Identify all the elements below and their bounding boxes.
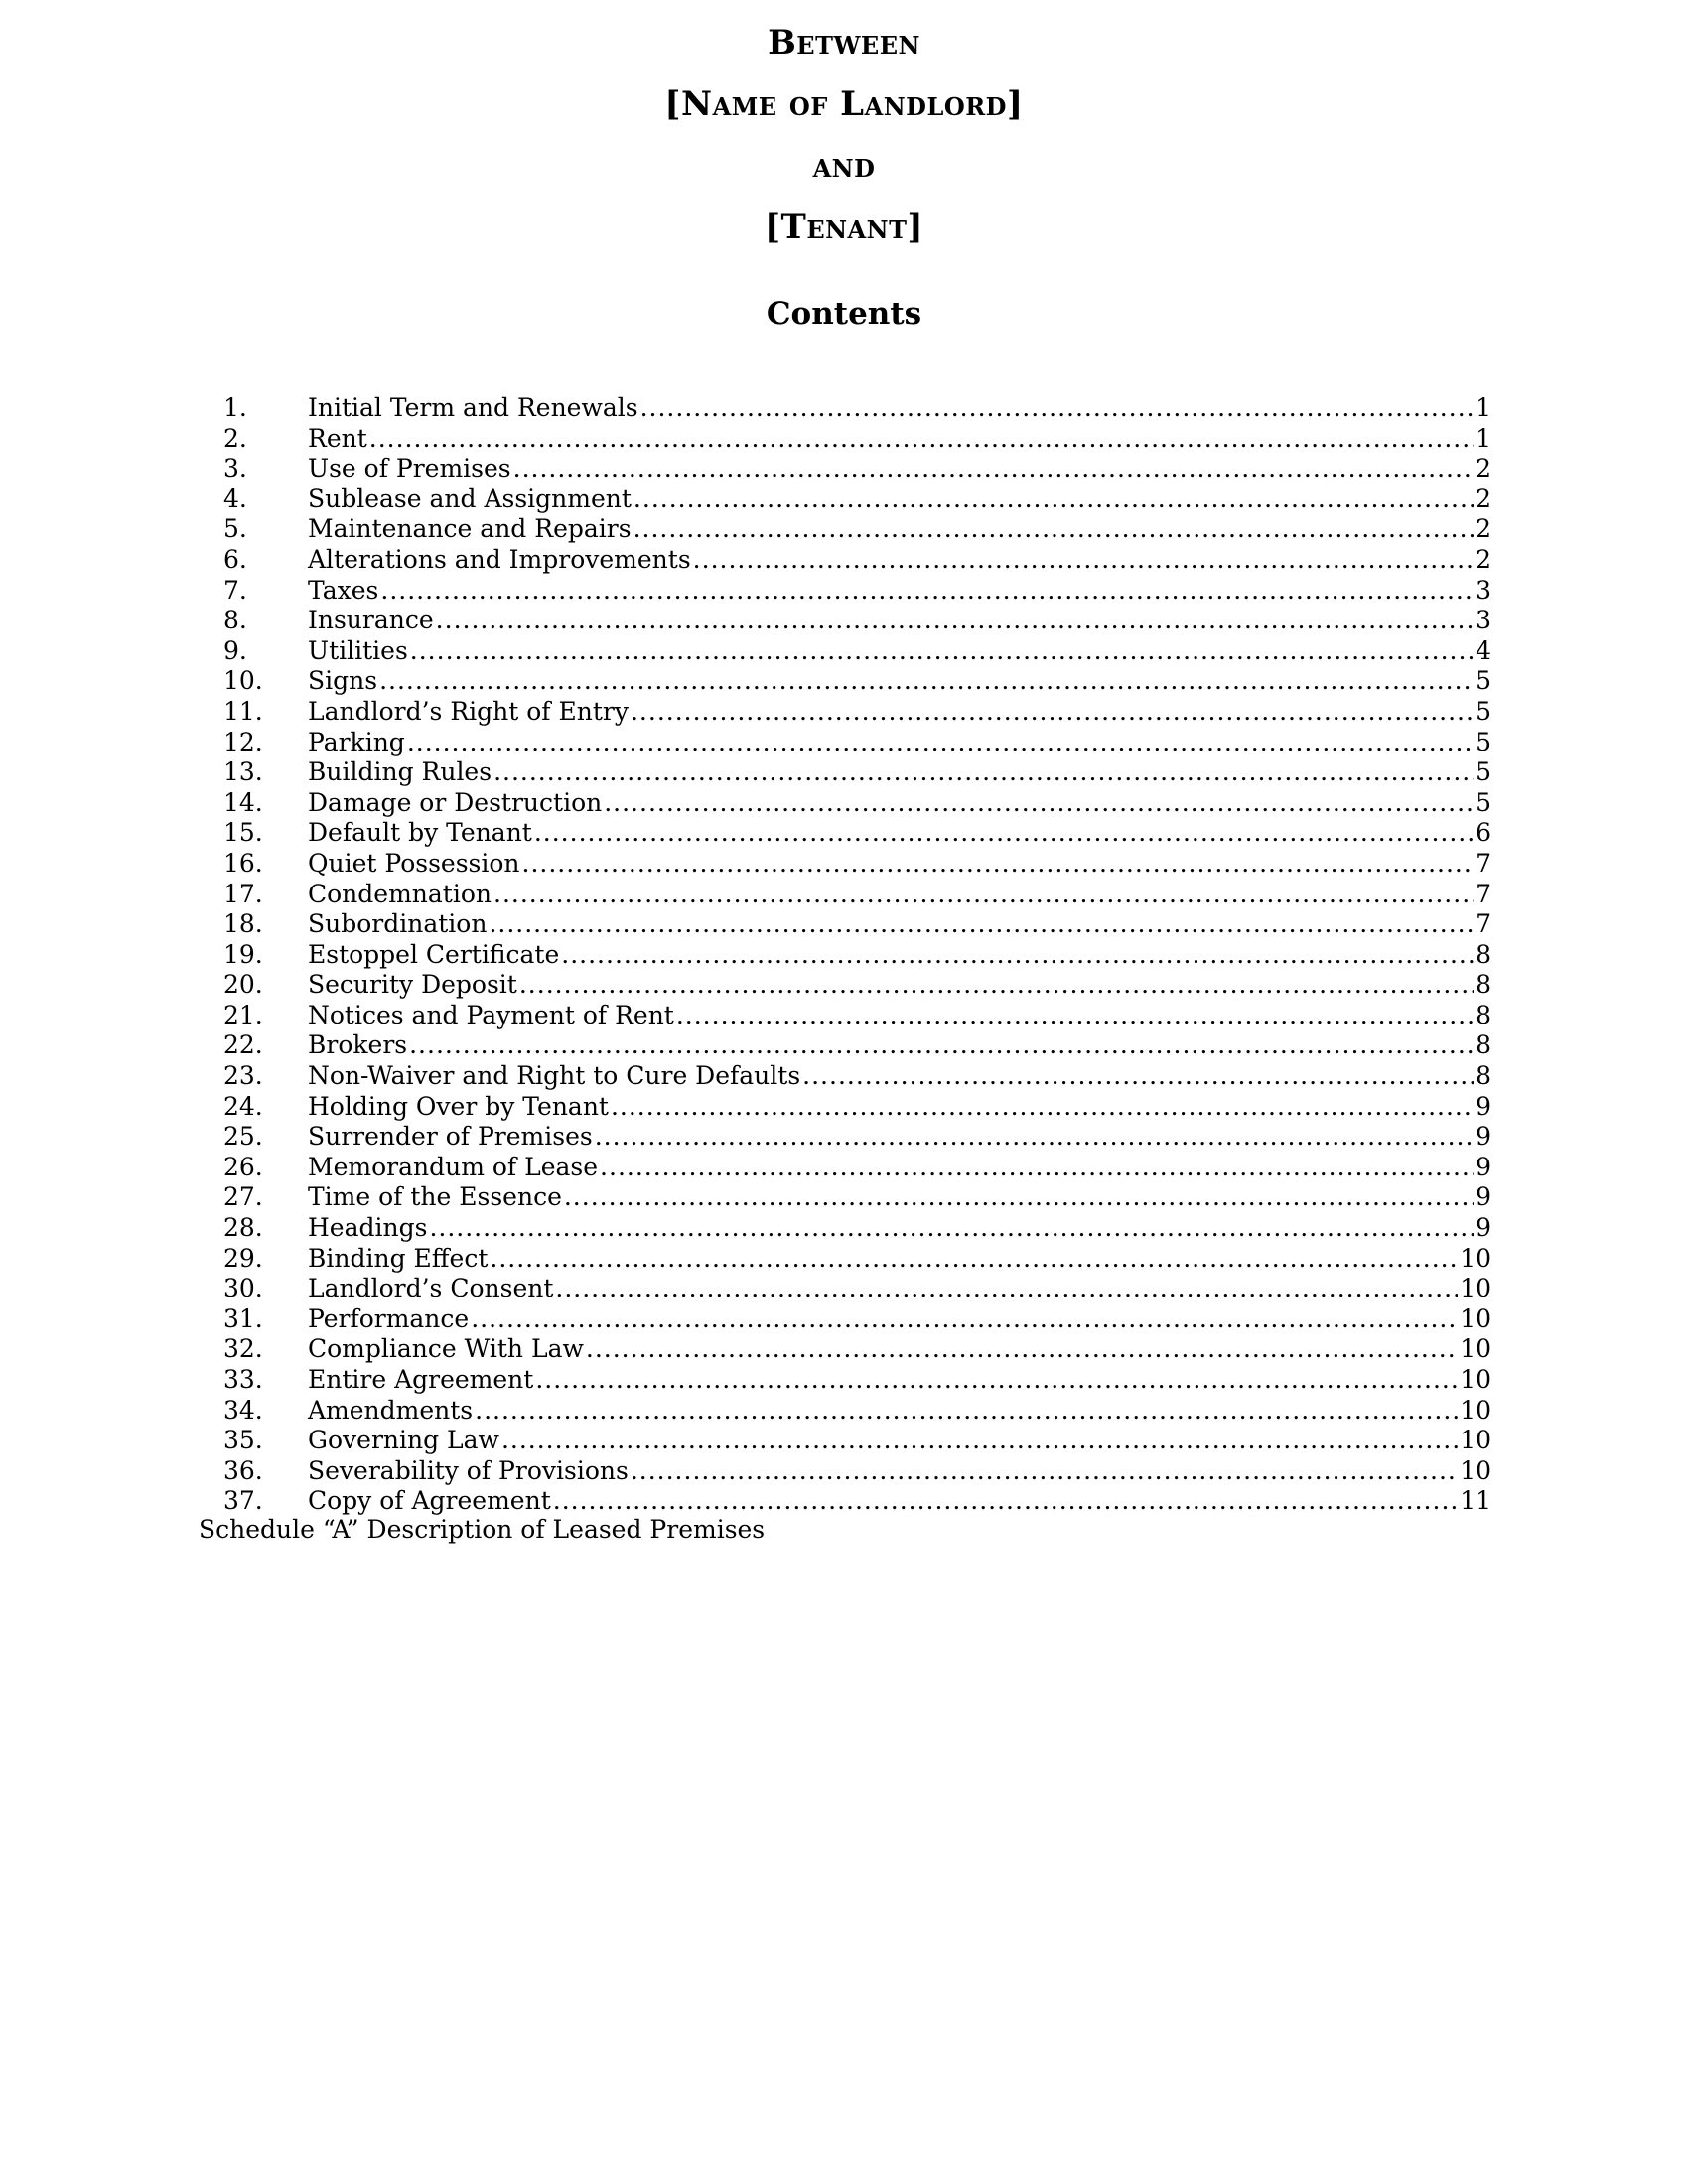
toc-dot-leader (555, 1274, 1458, 1304)
toc-entry-title: Entire Agreement (308, 1365, 534, 1394)
toc-entry-page: 5 (1476, 787, 1491, 817)
toc-entry-number: 30. (223, 1274, 263, 1303)
toc-entry-title: Utilities (308, 635, 408, 665)
toc-entry-page: 10 (1460, 1455, 1491, 1485)
toc-entry[interactable] (199, 576, 1491, 607)
toc-entry-page: 10 (1460, 1243, 1491, 1273)
toc-entry-page: 8 (1476, 939, 1491, 969)
toc-entry-page: 2 (1476, 454, 1491, 483)
toc-entry[interactable] (199, 1244, 1491, 1275)
toc-dot-leader (436, 606, 1474, 636)
toc-entry[interactable] (199, 1182, 1491, 1213)
toc-dot-leader (611, 1092, 1474, 1123)
toc-entry-page: 10 (1460, 1395, 1491, 1425)
toc-entry[interactable] (199, 1274, 1491, 1304)
toc-dot-leader (409, 1030, 1474, 1061)
toc-entry-title: Taxes (308, 575, 379, 605)
toc-dot-leader (490, 1244, 1458, 1275)
toc-dot-leader (564, 1182, 1474, 1213)
header-landlord-name: [Name of Landlord] (664, 84, 1024, 124)
toc-entry-title: Insurance (308, 606, 434, 635)
toc-entry-number: 13. (223, 757, 263, 787)
toc-entry[interactable] (199, 454, 1491, 484)
toc-entry-title: Holding Over by Tenant (308, 1091, 609, 1121)
toc-entry[interactable] (199, 1396, 1491, 1427)
toc-entry-number: 24. (223, 1091, 263, 1121)
toc-entry[interactable] (199, 849, 1491, 880)
toc-entry-title: Damage or Destruction (308, 787, 603, 817)
toc-dot-leader (501, 1426, 1458, 1456)
toc-entry-page: 7 (1476, 848, 1491, 878)
toc-entry[interactable] (199, 484, 1491, 515)
toc-entry-number: 23. (223, 1061, 263, 1091)
toc-entry-title: Non-Waiver and Right to Cure Defaults (308, 1061, 801, 1091)
toc-entry[interactable] (199, 393, 1491, 424)
toc-entry-title: Severability of Provisions (308, 1455, 629, 1485)
toc-dot-leader (522, 849, 1475, 880)
toc-dot-leader (369, 424, 1474, 455)
toc-entry[interactable] (199, 1456, 1491, 1487)
toc-entry-number: 19. (223, 939, 263, 969)
toc-entry-page: 8 (1476, 970, 1491, 1000)
toc-entry-page: 8 (1476, 1000, 1491, 1029)
toc-entry-page: 9 (1476, 1213, 1491, 1243)
toc-entry-title: Initial Term and Renewals (308, 393, 638, 422)
toc-entry-number: 28. (223, 1213, 263, 1243)
toc-entry-number: 36. (223, 1455, 263, 1485)
toc-entry[interactable] (199, 545, 1491, 576)
toc-entry[interactable] (199, 636, 1491, 667)
toc-entry-title: Headings (308, 1213, 428, 1243)
toc-dot-leader (493, 757, 1474, 788)
toc-entry-title: Time of the Essence (308, 1182, 562, 1212)
toc-dot-leader (429, 1213, 1474, 1244)
toc-entry-number: 21. (223, 1000, 263, 1029)
toc-entry-page: 10 (1460, 1365, 1491, 1394)
toc-entry-page: 10 (1460, 1303, 1491, 1333)
header-between: Between (768, 23, 920, 63)
toc-entry-page: 8 (1476, 1030, 1491, 1060)
toc-entry[interactable] (199, 1365, 1491, 1396)
toc-entry[interactable] (199, 880, 1491, 910)
toc-entry-number: 18. (223, 909, 263, 939)
toc-dot-leader (631, 1456, 1458, 1487)
toc-dot-leader (535, 1365, 1458, 1396)
toc-entry-page: 10 (1460, 1426, 1491, 1455)
toc-dot-leader (471, 1304, 1458, 1335)
toc-entry-title: Surrender of Premises (308, 1122, 593, 1152)
toc-entry-number: 7. (223, 575, 247, 605)
toc-entry-title: Security Deposit (308, 970, 517, 1000)
toc-entry-title: Memorandum of Lease (308, 1152, 599, 1181)
toc-dot-leader (475, 1396, 1458, 1427)
toc-entry-number: 37. (223, 1486, 263, 1516)
toc-entry-title: Signs (308, 666, 378, 696)
toc-entry-number: 33. (223, 1365, 263, 1394)
toc-dot-leader (519, 970, 1474, 1001)
toc-dot-leader (489, 909, 1474, 940)
toc-entry-title: Parking (308, 727, 405, 756)
toc-entry-number: 29. (223, 1243, 263, 1273)
toc-entry-page: 9 (1476, 1091, 1491, 1121)
toc-entry-page: 2 (1476, 544, 1491, 574)
toc-entry[interactable] (199, 424, 1491, 455)
toc-dot-leader (676, 1001, 1474, 1031)
toc-entry-page: 10 (1460, 1334, 1491, 1364)
toc-dot-leader (802, 1061, 1474, 1092)
toc-entry-title: Building Rules (308, 757, 492, 787)
toc-entry-page: 7 (1476, 909, 1491, 939)
toc-entry-number: 8. (223, 606, 247, 635)
toc-entry-title: Binding Effect (308, 1243, 489, 1273)
toc-entry[interactable] (199, 1061, 1491, 1092)
toc-entry[interactable] (199, 697, 1491, 728)
toc-entry-page: 1 (1476, 393, 1491, 422)
toc-entry-number: 32. (223, 1334, 263, 1364)
toc-dot-leader (631, 697, 1474, 728)
toc-entry-number: 6. (223, 544, 247, 574)
toc-entry[interactable] (199, 970, 1491, 1001)
toc-entry-page: 2 (1476, 514, 1491, 544)
toc-entry-page: 6 (1476, 818, 1491, 848)
toc-entry-number: 27. (223, 1182, 263, 1212)
toc-dot-leader (640, 393, 1475, 424)
toc-dot-leader (380, 576, 1474, 607)
toc-entry[interactable] (199, 1030, 1491, 1061)
toc-entry-number: 34. (223, 1395, 263, 1425)
toc-entry-title: Default by Tenant (308, 818, 532, 848)
toc-entry-page: 1 (1476, 423, 1491, 453)
toc-entry-title: Brokers (308, 1030, 408, 1060)
toc-entry[interactable] (199, 666, 1491, 697)
toc-entry[interactable] (199, 514, 1491, 545)
toc-entry-title: Subordination (308, 909, 488, 939)
toc-entry-page: 3 (1476, 575, 1491, 605)
schedule-entry: Schedule “A” Description of Leased Premises (199, 1515, 766, 1544)
toc-entry-page: 9 (1476, 1182, 1491, 1212)
toc-entry-title: Maintenance and Repairs (308, 514, 632, 544)
toc-dot-leader (633, 514, 1475, 545)
toc-dot-leader (407, 728, 1474, 758)
toc-entry-number: 25. (223, 1122, 263, 1152)
toc-entry[interactable] (199, 606, 1491, 636)
toc-entry[interactable] (199, 1334, 1491, 1365)
toc-entry-number: 17. (223, 879, 263, 908)
toc-entry-number: 3. (223, 454, 247, 483)
toc-dot-leader (561, 940, 1474, 971)
toc-entry-number: 5. (223, 514, 247, 544)
toc-entry-title: Estoppel Certificate (308, 939, 560, 969)
table-of-contents (199, 393, 1491, 1517)
toc-entry-number: 31. (223, 1303, 263, 1333)
toc-entry-number: 26. (223, 1152, 263, 1181)
toc-entry[interactable] (199, 909, 1491, 940)
toc-entry-title: Sublease and Assignment (308, 483, 632, 513)
toc-entry-title: Notices and Payment of Rent (308, 1000, 674, 1029)
toc-entry-number: 4. (223, 483, 247, 513)
toc-entry-page: 11 (1460, 1486, 1491, 1516)
toc-entry-number: 16. (223, 848, 263, 878)
toc-entry[interactable] (199, 1001, 1491, 1031)
toc-entry[interactable] (199, 1304, 1491, 1335)
toc-dot-leader (586, 1334, 1458, 1365)
toc-entry[interactable] (199, 1153, 1491, 1183)
toc-entry-page: 5 (1476, 666, 1491, 696)
toc-entry[interactable] (199, 940, 1491, 971)
toc-dot-leader (633, 484, 1474, 515)
toc-dot-leader (534, 818, 1474, 849)
toc-dot-leader (604, 788, 1474, 819)
header-tenant-name: [Tenant] (764, 207, 924, 247)
toc-dot-leader (493, 880, 1474, 910)
toc-entry-title: Copy of Agreement (308, 1486, 551, 1516)
toc-entry-number: 2. (223, 423, 247, 453)
toc-entry[interactable] (199, 728, 1491, 758)
toc-entry-number: 15. (223, 818, 263, 848)
toc-entry-title: Use of Premises (308, 454, 511, 483)
toc-entry[interactable] (199, 1213, 1491, 1244)
toc-entry-number: 35. (223, 1426, 263, 1455)
toc-entry-title: Amendments (308, 1395, 474, 1425)
toc-entry-page: 8 (1476, 1061, 1491, 1091)
toc-entry-number: 12. (223, 727, 263, 756)
toc-entry[interactable] (199, 1486, 1491, 1517)
toc-entry-page: 4 (1476, 635, 1491, 665)
toc-entry-page: 9 (1476, 1122, 1491, 1152)
toc-dot-leader (379, 666, 1474, 697)
header-and: and (812, 146, 876, 186)
toc-entry[interactable] (199, 1426, 1491, 1456)
toc-entry-number: 22. (223, 1030, 263, 1060)
toc-entry-title: Landlord’s Consent (308, 1274, 554, 1303)
toc-entry-title: Condemnation (308, 879, 492, 908)
toc-entry-title: Performance (308, 1303, 470, 1333)
toc-entry-page: 3 (1476, 606, 1491, 635)
toc-entry-number: 9. (223, 635, 247, 665)
toc-dot-leader (595, 1122, 1474, 1153)
toc-entry-number: 14. (223, 787, 263, 817)
toc-entry-number: 1. (223, 393, 247, 422)
toc-entry-number: 10. (223, 666, 263, 696)
toc-entry-number: 20. (223, 970, 263, 1000)
toc-entry-page: 5 (1476, 727, 1491, 756)
toc-dot-leader (600, 1153, 1474, 1183)
toc-entry[interactable] (199, 757, 1491, 788)
contents-title: Contents (766, 296, 922, 332)
toc-dot-leader (553, 1486, 1458, 1517)
toc-entry-title: Rent (308, 423, 367, 453)
toc-entry-title: Landlord’s Right of Entry (308, 696, 629, 726)
toc-entry-page: 9 (1476, 1152, 1491, 1181)
toc-dot-leader (410, 636, 1474, 667)
toc-entry[interactable] (199, 788, 1491, 819)
toc-entry-page: 5 (1476, 696, 1491, 726)
toc-dot-leader (513, 454, 1474, 484)
toc-entry-number: 11. (223, 696, 263, 726)
toc-entry-title: Governing Law (308, 1426, 499, 1455)
toc-entry-page: 5 (1476, 757, 1491, 787)
toc-entry-page: 7 (1476, 879, 1491, 908)
toc-dot-leader (693, 545, 1474, 576)
toc-entry[interactable] (199, 818, 1491, 849)
toc-entry-page: 10 (1460, 1274, 1491, 1303)
toc-entry-page: 2 (1476, 483, 1491, 513)
toc-entry-title: Alterations and Improvements (308, 544, 691, 574)
toc-entry[interactable] (199, 1092, 1491, 1123)
toc-entry[interactable] (199, 1122, 1491, 1153)
toc-entry-title: Compliance With Law (308, 1334, 584, 1364)
toc-entry-title: Quiet Possession (308, 848, 520, 878)
